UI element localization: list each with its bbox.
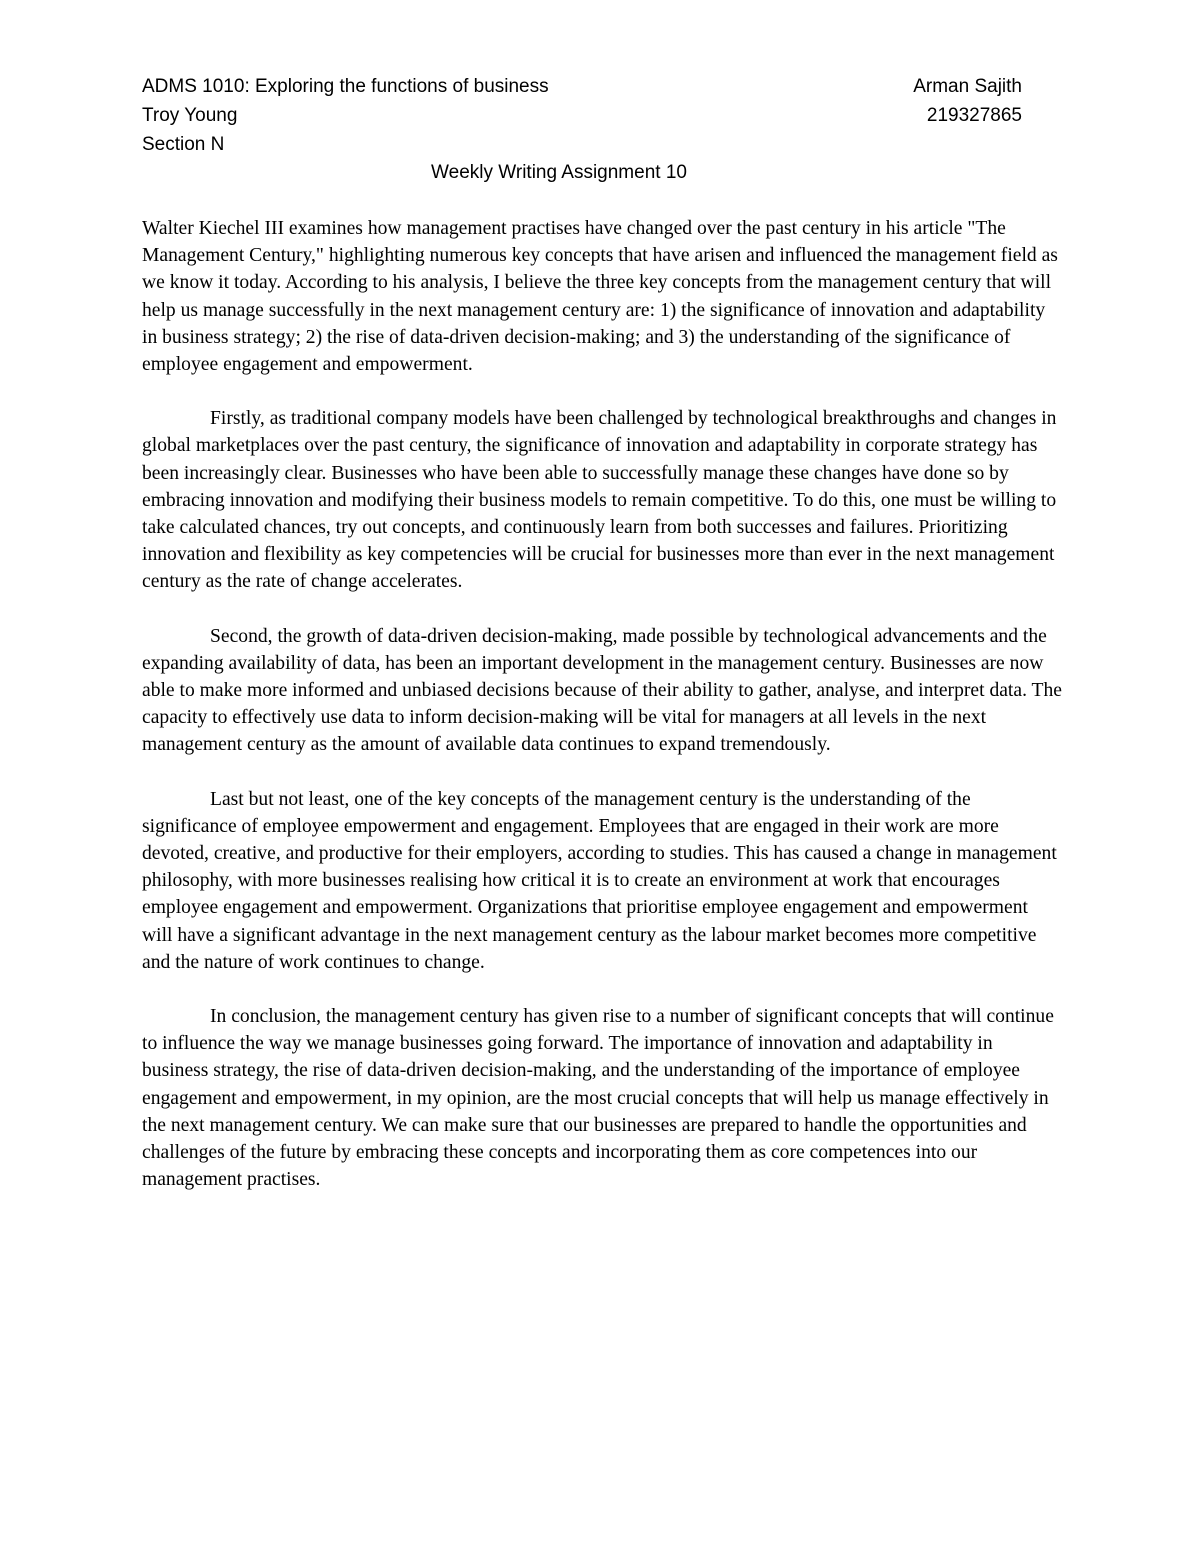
assignment-title: Weekly Writing Assignment 10 bbox=[431, 162, 687, 183]
paragraph-conclusion: In conclusion, the management century has given rise to a number of significant concepts that will continue to influence the way we manage businesses going forward. The importance of innovation and adaptability in business strategy, the rise of data-driven decision-making, and the understanding of the importance of employee engagement and empowerment, in my opinion, are the most crucial concepts that will help us manage effectively in the next management century. We can make sure that our businesses are prepared to handle the opportunities and challenges of the future by embracing these concepts and incorporating them as core competences into our management practises. bbox=[142, 1006, 1054, 1191]
header-row-1 bbox=[142, 72, 1022, 101]
paragraph-intro: Walter Kiechel III examines how management practises have changed over the past century in his article "The Management Century," highlighting numerous key concepts that have arisen and influenced the management field as we know it today. According to his analysis, I believe the three key concepts from the management century that will help us manage successfully in the next management century are: 1) the significance of innovation and adaptability in business strategy; 2) the rise of data-driven decision-making; and 3) the understanding of the significance of employee engagement and empowerment. bbox=[142, 218, 1058, 376]
section-label: Section N bbox=[142, 134, 225, 155]
paragraph-data-driven: Second, the growth of data-driven decision-making, made possible by technological advancements and the expanding availability of data, has been an important development in the management century. Businesses are now able to make more informed and unbiased decisions because of their ability to gather, analyse, and interpret data. The capacity to effectively use data to inform decision-making will be vital for managers at all levels in the next management century as the amount of available data continues to expand tremendously. bbox=[142, 625, 1062, 756]
student-id: 219327865 bbox=[926, 105, 1022, 126]
author-name: Arman Sajith bbox=[913, 76, 1022, 97]
course-title: ADMS 1010: Exploring the functions of business bbox=[142, 76, 549, 97]
header-row-2 bbox=[142, 101, 1022, 130]
paragraph-innovation: Firstly, as traditional company models have been challenged by technological breakthroughs and changes in global marketplaces over the past century, the significance of innovation and adaptability in corporate strategy has been increasingly clear. Businesses who have been able to successfully manage these changes have done so by embracing innovation and modifying their business models to remain competitive. To do this, one must be willing to take calculated chances, try out concepts, and continuously learn from both successes and failures. Prioritizing innovation and flexibility as key competencies will be crucial for businesses more than ever in the next management century as the rate of change accelerates. bbox=[142, 408, 1057, 593]
paragraph-employee-engagement: Last but not least, one of the key concepts of the management century is the understanding of the significance of employee empowerment and engagement. Employees that are engaged in their work are more devoted, creative, and productive for their employers, according to studies. This has caused a change in management philosophy, with more businesses realising how critical it is to create an environment at work that encourages employee engagement and empowerment. Organizations that prioritise employee engagement and empowerment will have a significant advantage in the next management century as the labour market becomes more competitive and the nature of work continues to change. bbox=[142, 788, 1057, 973]
essay-body bbox=[142, 215, 1062, 1221]
instructor-name: Troy Young bbox=[142, 105, 238, 126]
header-row-3 bbox=[142, 130, 1022, 159]
document-header bbox=[142, 72, 1022, 159]
